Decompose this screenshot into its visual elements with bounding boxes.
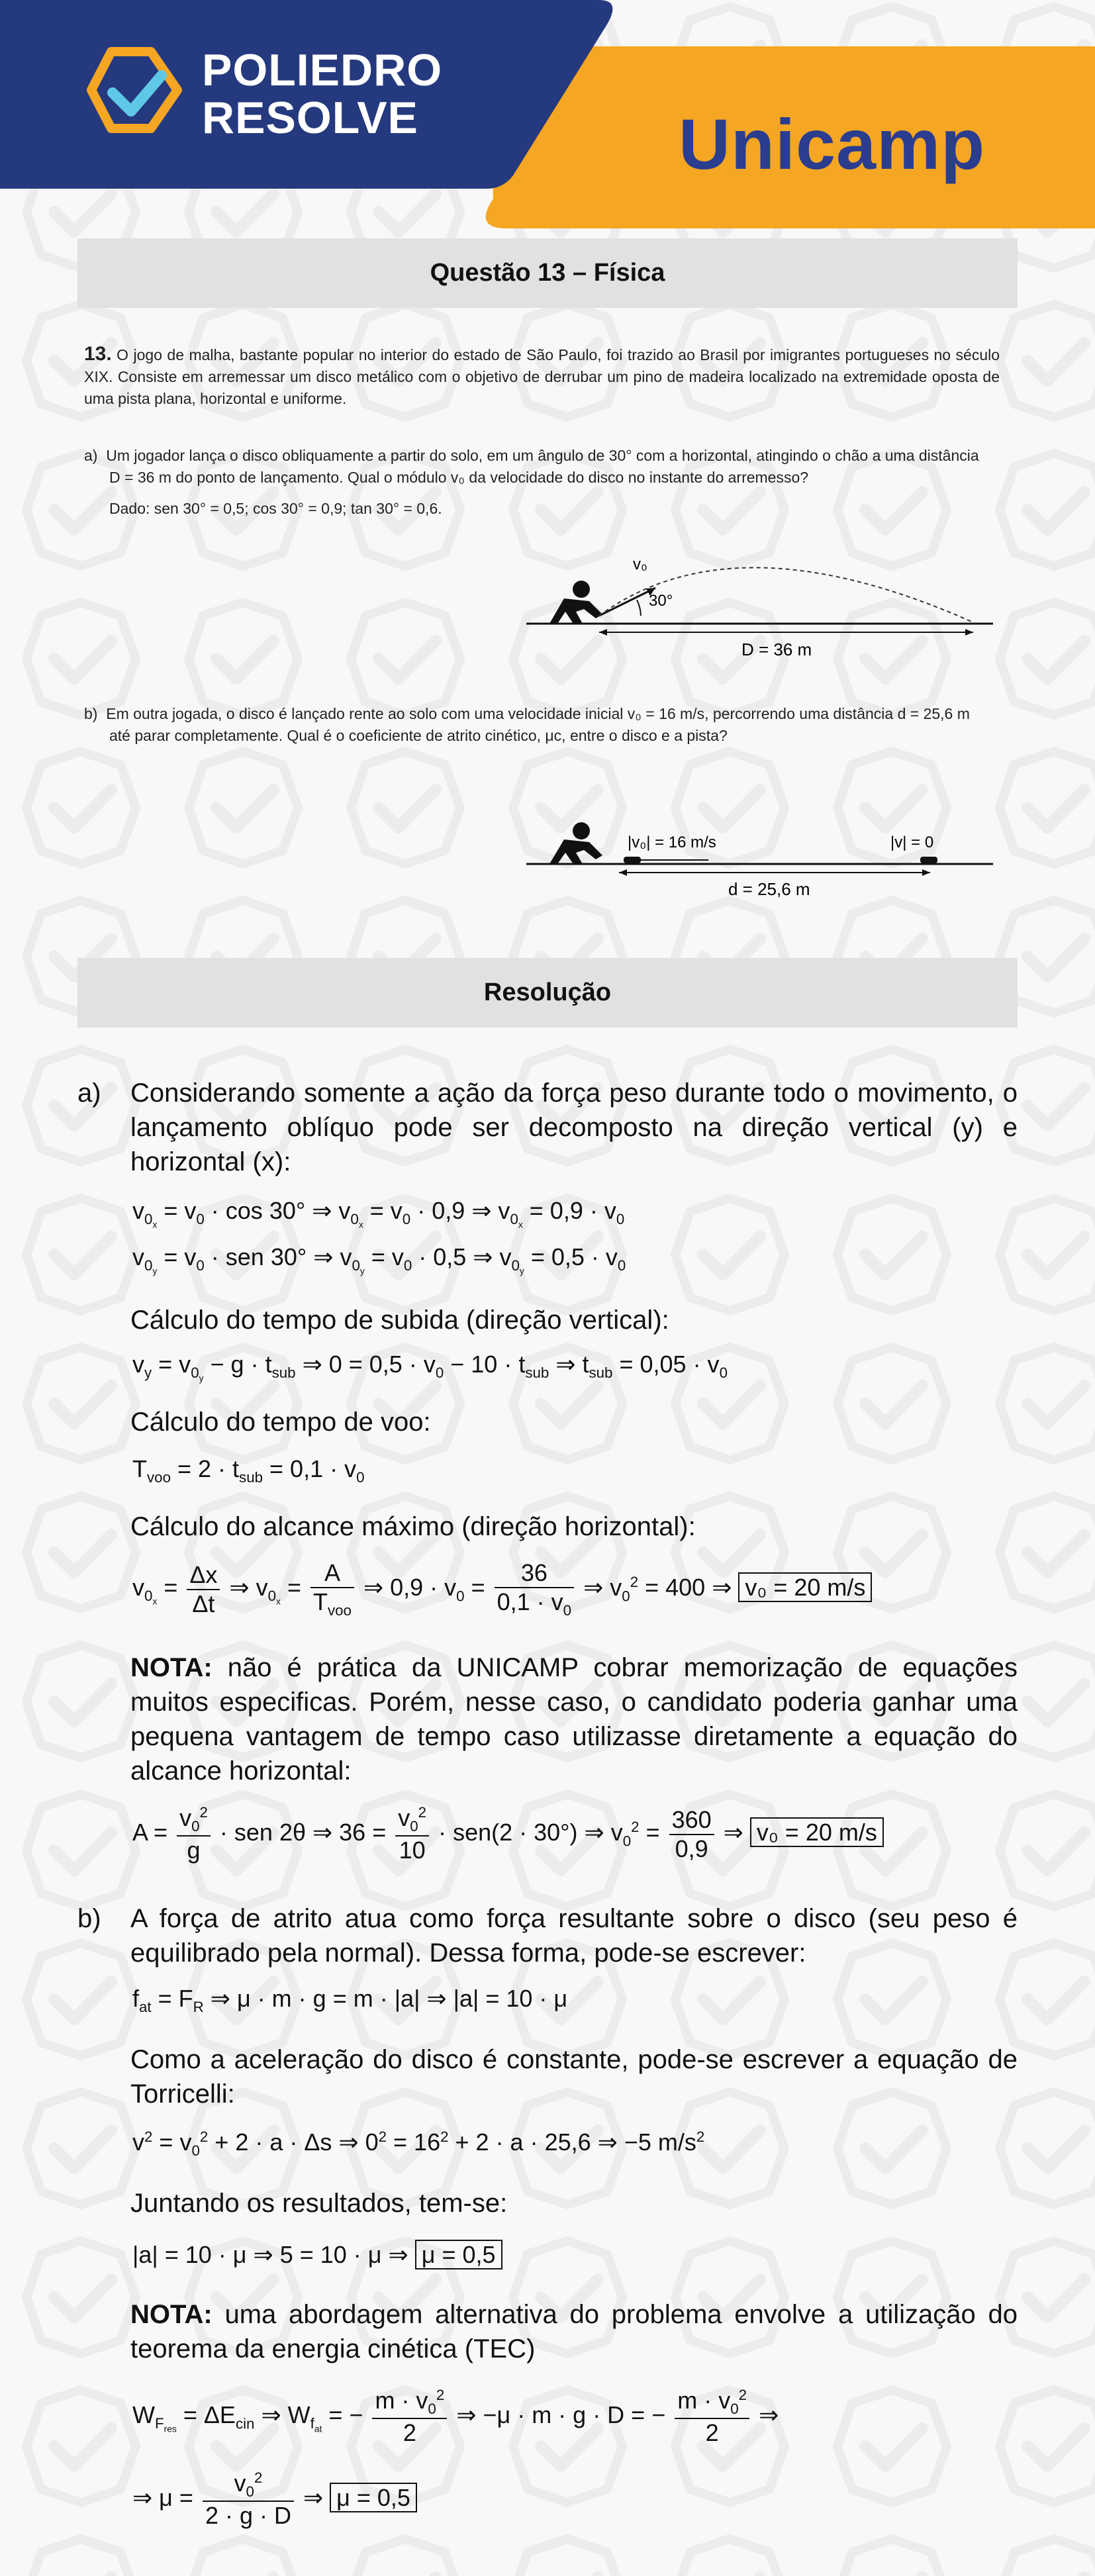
v0-label-b: |v₀| = 16 m/s [628, 834, 716, 851]
question-a-text1: Um jogador lança o disco obliquamente a partir do solo, em um ângulo de 30° com a horizontal, atingindo o chão a uma distância [106, 447, 979, 464]
brand-name [202, 46, 442, 142]
nota-b-text: uma abordagem alternativa do problema envolve a utilização do teorema da energia cinética (TEC) [130, 2300, 1018, 2363]
question-b-text1: Em outra jogada, o disco é lançado rente ao solo com uma velocidade inicial v₀ = 16 m/s, percorrendo uma distância d = 25,6 m [106, 705, 970, 722]
question-intro-text: O jogo de malha, bastante popular no interior do estado de São Paulo, foi trazido ao Brasil por imigrantes portugueses no século XIX. Consiste em arremessar um disco metálico com o objetivo de derrubar um pino de madeira localizado na extremidade oposta de uma pista plana, horizontal e uniforme. [84, 346, 1000, 407]
res-nota-a [130, 1650, 1018, 1788]
question-a [84, 445, 1011, 520]
figure-a [516, 543, 993, 662]
eq-mu: |a| = 10 · μ ⇒ 5 = 10 · μ ⇒ μ = 0,5 [132, 2241, 502, 2269]
nota-b-label: NOTA: [130, 2300, 213, 2329]
figure-b [516, 801, 993, 900]
question-number: 13. [84, 343, 112, 365]
res-b-intro: A força de atrito atua como força resultante sobre o disco (seu peso é equilibrado pela normal). Dessa forma, pode-se escrever: [130, 1904, 1018, 1968]
question-b-text2: até parar completamente. Qual é o coeficiente de atrito cinético, μc, entre o disco e a pista? [109, 727, 728, 744]
eq-v0x: $v_{0_x} = v_0 \cdot \cos 30^\circ$ ⇒ $v_{0_x} = v_0 \cdot 0,9$ ⇒ $v_{0_x} = 0,9 \cdot v_0$ [132, 1197, 625, 1230]
nota-a-text: não é prática da UNICAMP cobrar memorização de equações muitos especificas. Porém, nesse caso, o candidato poderia ganhar uma pequena vantagem de tempo caso utilizasse diretamente a equação do alcance horizontal: [130, 1653, 1018, 1786]
disc-icon [624, 857, 641, 863]
eq-fat: $f_{at} = F_R$ ⇒ μ · m · g = m · |a| ⇒ |a| = 10 · μ [132, 1985, 568, 2016]
distance-label-a: D = 36 m [741, 640, 812, 659]
brand-line1: POLIEDRO [202, 45, 443, 95]
disc-stopped-icon [920, 857, 937, 863]
eq-tec: $W_{F_{res}} = \Delta E_{cin}$ ⇒ $W_{f_{at}}$ = − $\frac{m \cdot v_0^2}{2}$ ⇒ −μ · m · g · D = − $\frac{m \cdot v_0^2}{2}$ ⇒ [132, 2387, 779, 2447]
answer-b-box: μ = 0,5 [415, 2240, 502, 2269]
brand-line2: RESOLVE [202, 93, 418, 143]
angle-label: 30° [649, 592, 673, 610]
res-alcance-label: Cálculo do alcance máximo (direção horizontal): [130, 1512, 696, 1541]
distance-label-b: d = 25,6 m [728, 879, 810, 899]
question-a-text2: D = 36 m do ponto de lançamento. Qual o módulo v₀ da velocidade do disco no instante do arremesso? [109, 469, 809, 486]
res-t-sub-label: Cálculo do tempo de subida (direção vertical): [130, 1306, 669, 1335]
eq-alcance-direct: A = $\frac{v_0^2}{g}$ · sen 2θ ⇒ 36 = $\frac{v_0^2}{10}$ · sen(2 · 30°) ⇒ $v_0^2$ = $\frac{360}{0,9}$ ⇒ v₀ = 20 m/s [132, 1804, 884, 1864]
res-t-voo-label: Cálculo do tempo de voo: [130, 1407, 431, 1437]
answer-a-box: v₀ = 20 m/s [738, 1572, 872, 1602]
v0-vector-label: v₀ [633, 555, 647, 573]
eq-v0y: $v_{0_y} = v_0$ · sen 30° ⇒ $v_{0_y} = v_0 \cdot 0,5$ ⇒ $v_{0_y} = 0,5 \cdot v_0$ [132, 1243, 626, 1276]
answer-a-box-2: v₀ = 20 m/s [750, 1817, 884, 1847]
question-intro [84, 343, 1000, 410]
res-juntando-label: Juntando os resultados, tem-se: [130, 2189, 508, 2218]
res-torricelli-label: Como a aceleração do disco é constante, pode-se escrever a equação de Torricelli: [130, 2045, 1018, 2109]
vf-label-b: |v| = 0 [890, 834, 934, 851]
resolution-title: Resolução [77, 958, 1018, 1027]
exam-name: Unicamp [679, 104, 986, 184]
question-title: Questão 13 – Física [77, 238, 1018, 308]
res-nota-b [130, 2297, 1018, 2366]
eq-tec-result: ⇒ μ = $\frac{v_0^2}{2 \cdot g \cdot D}$ ⇒ μ = 0,5 [132, 2469, 417, 2530]
nota-a-label: NOTA: [130, 1653, 213, 1682]
player-icon-b [549, 822, 602, 864]
res-a-intro: Considerando somente a ação da força peso durante todo o movimento, o lançamento oblíquo pode ser decomposto na direção vertical (y) e horizontal (x): [130, 1078, 1018, 1176]
question-b [84, 703, 1011, 747]
player-icon [549, 581, 602, 624]
res-a-label: a) [77, 1078, 101, 1108]
question-a-label: a) [84, 447, 98, 464]
question-a-dado: Dado: sen 30° = 0,5; cos 30° = 0,9; tan 30° = 0,6. [109, 500, 442, 517]
eq-tsub: $v_y = v_{0_y} - g \cdot t_{sub}$ ⇒ $0 = 0,5 \cdot v_0 - 10 \cdot t_{sub}$ ⇒ $t_{sub} = 0,05 \cdot v_0$ [132, 1351, 728, 1384]
answer-b-box-2: μ = 0,5 [330, 2483, 417, 2512]
eq-tvoo: $T_{voo} = 2 \cdot t_{sub} = 0,1 \cdot v_0$ [132, 1455, 365, 1486]
eq-alcance: $v_{0_x}$ = $\frac{\Delta x}{\Delta t}$ ⇒ $v_{0_x}$ = $\frac{A}{T_{voo}}$ ⇒ $0,9 \cdot v_0$ = $\frac{36}{0,1 \cdot v_0}$ ⇒ $v_0^2 = 400$ ⇒ v₀ = 20 m/s [132, 1559, 872, 1619]
question-b-label: b) [84, 705, 98, 722]
res-b-label: b) [77, 1904, 101, 1933]
eq-torricelli: $v^2 = v_0^2 + 2 \cdot a \cdot \Delta s$ ⇒ $0^2 = 16^2 + 2 \cdot a \cdot 25,6$ ⇒ −5 $m/s^2$ [132, 2128, 705, 2160]
